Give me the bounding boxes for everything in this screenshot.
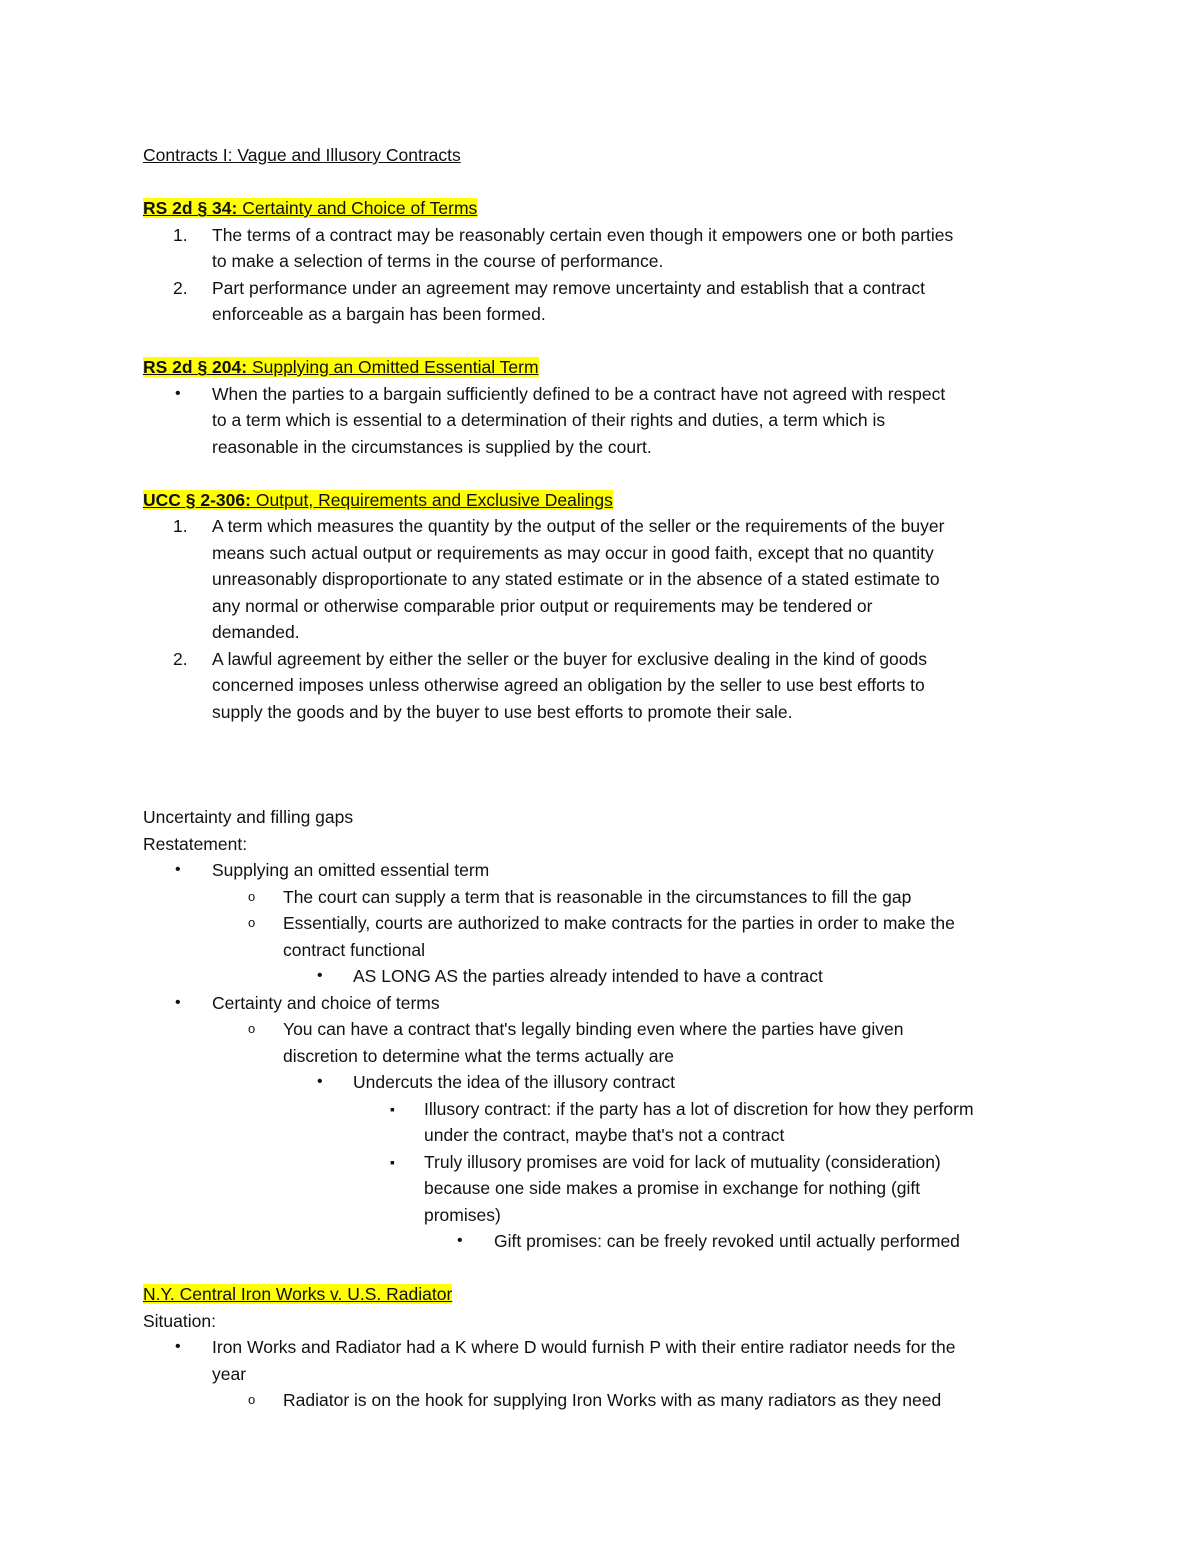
notes-subheading: Restatement: [143, 833, 248, 854]
bullet-item [143, 884, 1073, 911]
square-bullet-icon: ▪ [390, 1100, 395, 1117]
numbered-item [143, 222, 1073, 275]
item-text-line: AS LONG AS the parties already intended to have a contract [353, 966, 823, 986]
item-text-line: Iron Works and Radiator had a K where D would furnish P with their entire radiator needs for the [212, 1337, 956, 1357]
circle-bullet-icon: o [248, 1392, 256, 1407]
circle-bullet-icon: o [248, 915, 256, 930]
case-heading [143, 1281, 1073, 1308]
bullet-item [143, 990, 1073, 1017]
circle-bullet-icon: o [248, 888, 256, 904]
item-text-line: to a term which is essential to a determination of their rights and duties, a term which is [212, 410, 886, 430]
section-heading-rs-34 [143, 195, 1073, 222]
bullet-item [143, 1387, 1073, 1414]
item-text-line: Gift promises: can be freely revoked until actually performed [494, 1231, 960, 1251]
spacer [143, 328, 1073, 355]
disc-bullet-icon: • [175, 384, 181, 402]
disc-bullet-icon: • [317, 1073, 323, 1090]
spacer [143, 725, 1073, 804]
item-text-line: promises) [424, 1204, 501, 1225]
item-number: 1. [173, 224, 188, 245]
document-title: Contracts I: Vague and Illusory Contracts [143, 145, 461, 165]
item-number: 2. [173, 648, 188, 669]
item-text-line: enforceable as a bargain has been formed. [212, 304, 546, 324]
heading-title: Output, Requirements and Exclusive Dealings [250, 489, 613, 510]
numbered-item [143, 513, 1073, 646]
bullet-item [143, 963, 1073, 990]
heading-title: Supplying an Omitted Essential Term [247, 357, 539, 377]
disc-bullet-icon: • [175, 1338, 181, 1355]
item-text-line: means such actual output or requirements as may occur in good faith, except that no quantity [212, 542, 934, 563]
item-text-line: Radiator is on the hook for supplying Iron Works with as many radiators as they need [283, 1390, 942, 1410]
bullet-item [143, 1228, 1073, 1255]
bullet-item [143, 1334, 1073, 1387]
bullet-item [143, 910, 1073, 963]
item-text-line: A term which measures the quantity by the output of the seller or the requirements of the buyer [212, 516, 945, 536]
item-text-line: because one side makes a promise in exchange for nothing (gift [424, 1178, 921, 1198]
item-text-line: Essentially, courts are authorized to make contracts for the parties in order to make the [283, 913, 955, 933]
item-number: 1. [173, 516, 188, 536]
bullet-item [143, 1096, 1073, 1149]
item-text-line: The terms of a contract may be reasonably certain even though it empowers one or both parties [212, 224, 954, 245]
item-text-line: When the parties to a bargain sufficiently defined to be a contract have not agreed with respect [212, 383, 946, 404]
disc-bullet-icon: • [175, 993, 181, 1011]
item-text-line: year [212, 1363, 247, 1384]
bullet-item [143, 1149, 1073, 1229]
item-text-line: to make a selection of terms in the course of performance. [212, 251, 664, 271]
case-situation-label: Situation: [143, 1310, 216, 1331]
highlighted-heading [143, 198, 477, 218]
numbered-item [143, 275, 1073, 328]
item-text-line: Certainty and choice of terms [212, 992, 440, 1013]
heading-ref: RS 2d § 204: [143, 357, 248, 377]
item-text-line: Truly illusory promises are void for lack of mutuality (consideration) [424, 1151, 941, 1172]
highlighted-heading: N.Y. Central Iron Works v. U.S. Radiator [143, 1284, 453, 1304]
notes-heading: Uncertainty and filling gaps [143, 807, 354, 827]
disc-bullet-icon: • [317, 967, 323, 984]
spacer [143, 460, 1073, 487]
item-text-line: The court can supply a term that is reasonable in the circumstances to fill the gap [283, 886, 912, 907]
circle-bullet-icon: o [248, 1021, 256, 1036]
bullet-item [143, 1016, 1073, 1069]
item-text-line: any normal or otherwise comparable prior output or requirements may be tendered or [212, 595, 873, 616]
spacer [143, 169, 1073, 196]
numbered-item [143, 646, 1073, 726]
item-text-line: supply the goods and by the buyer to use best efforts to promote their sale. [212, 701, 793, 722]
section-heading-rs-204 [143, 354, 1073, 381]
heading-ref: RS 2d § 34: [143, 198, 238, 218]
item-text-line: Supplying an omitted essential term [212, 860, 490, 880]
item-text-line: A lawful agreement by either the seller or the buyer for exclusive dealing in the kind of goods [212, 648, 927, 669]
bullet-item [143, 857, 1073, 884]
heading-title: Certainty and Choice of Terms [237, 198, 478, 218]
item-text-line: demanded. [212, 622, 300, 642]
square-bullet-icon: ▪ [390, 1153, 395, 1170]
item-text-line: discretion to determine what the terms actually are [283, 1045, 675, 1066]
item-text-line: Part performance under an agreement may remove uncertainty and establish that a contract [212, 277, 926, 298]
highlighted-heading [143, 357, 539, 377]
item-text-line: reasonable in the circumstances is supplied by the court. [212, 436, 652, 457]
disc-bullet-icon: • [457, 1232, 463, 1249]
spacer [143, 1255, 1073, 1282]
bullet-item [143, 1069, 1073, 1096]
item-text-line: Illusory contract: if the party has a lot of discretion for how they perform [424, 1098, 974, 1119]
highlighted-heading [143, 490, 613, 510]
item-text-line: Undercuts the idea of the illusory contract [353, 1072, 675, 1092]
section-heading-ucc-2-306 [143, 487, 1073, 514]
item-text-line: contract functional [283, 939, 426, 960]
bullet-item [143, 381, 1073, 461]
document-body [143, 142, 1073, 1414]
item-text-line: You can have a contract that's legally binding even where the parties have given [283, 1019, 904, 1039]
disc-bullet-icon: • [175, 861, 181, 878]
item-text-line: under the contract, maybe that's not a contract [424, 1125, 785, 1145]
item-text-line: unreasonably disproportionate to any stated estimate or in the absence of a stated estimate to [212, 569, 940, 589]
heading-ref: UCC § 2-306: [143, 489, 251, 510]
item-number: 2. [173, 277, 188, 298]
item-text-line: concerned imposes unless otherwise agreed an obligation by the seller to use best efforts to [212, 675, 925, 695]
